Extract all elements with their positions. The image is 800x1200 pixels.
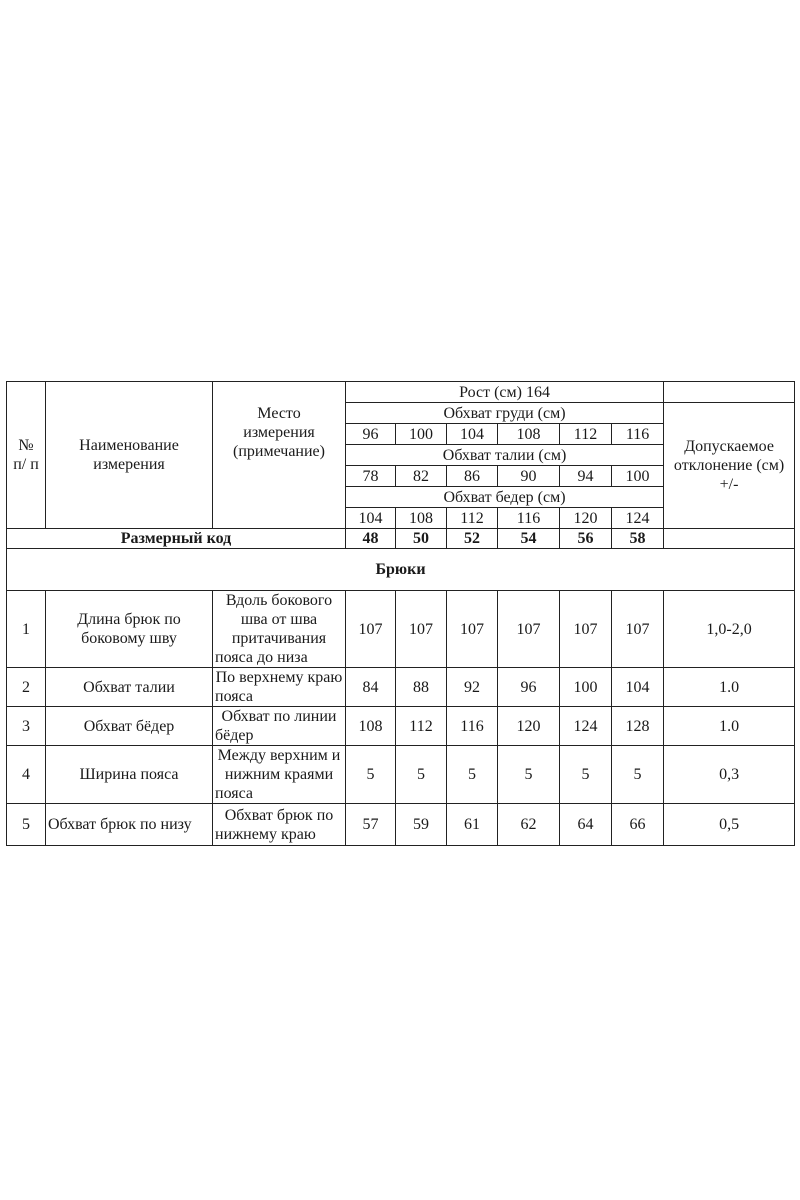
size-code-blank bbox=[664, 529, 795, 549]
table-row bbox=[7, 668, 795, 707]
hips-value: 112 bbox=[447, 508, 498, 529]
row-value: 107 bbox=[346, 591, 396, 668]
row-note: Вдоль бокового шва от шва притачивания пояса до низа bbox=[213, 591, 346, 668]
chest-value: 104 bbox=[447, 424, 498, 445]
row-tolerance: 0,3 bbox=[664, 746, 795, 804]
row-value: 92 bbox=[447, 668, 498, 707]
table-row bbox=[7, 804, 795, 846]
hips-value: 116 bbox=[498, 508, 560, 529]
header-blank-cell bbox=[664, 382, 795, 403]
header-chest-label: Обхват груди (см) bbox=[346, 403, 664, 424]
row-value: 107 bbox=[560, 591, 612, 668]
size-code-value: 56 bbox=[560, 529, 612, 549]
row-name: Обхват брюк по низу bbox=[46, 804, 213, 846]
row-name: Ширина пояса bbox=[46, 746, 213, 804]
hips-value: 108 bbox=[396, 508, 447, 529]
row-value: 84 bbox=[346, 668, 396, 707]
row-value: 107 bbox=[396, 591, 447, 668]
table-row bbox=[7, 707, 795, 746]
row-value: 61 bbox=[447, 804, 498, 846]
row-note: Обхват по линии бёдер bbox=[213, 707, 346, 746]
row-value: 5 bbox=[560, 746, 612, 804]
row-value: 5 bbox=[396, 746, 447, 804]
row-value: 66 bbox=[612, 804, 664, 846]
size-code-value: 58 bbox=[612, 529, 664, 549]
header-number: № п/ п bbox=[7, 382, 46, 529]
row-tolerance: 1,0-2,0 bbox=[664, 591, 795, 668]
row-value: 116 bbox=[447, 707, 498, 746]
size-code-value: 48 bbox=[346, 529, 396, 549]
table-row bbox=[7, 591, 795, 668]
chest-value: 112 bbox=[560, 424, 612, 445]
row-value: 5 bbox=[612, 746, 664, 804]
row-value: 57 bbox=[346, 804, 396, 846]
chest-value: 116 bbox=[612, 424, 664, 445]
row-value: 96 bbox=[498, 668, 560, 707]
size-code-value: 54 bbox=[498, 529, 560, 549]
row-note: Между верхним и нижним краями пояса bbox=[213, 746, 346, 804]
waist-value: 86 bbox=[447, 466, 498, 487]
row-value: 104 bbox=[612, 668, 664, 707]
chest-value: 100 bbox=[396, 424, 447, 445]
row-tolerance: 0,5 bbox=[664, 804, 795, 846]
row-value: 128 bbox=[612, 707, 664, 746]
row-value: 120 bbox=[498, 707, 560, 746]
row-value: 5 bbox=[346, 746, 396, 804]
size-code-value: 50 bbox=[396, 529, 447, 549]
row-value: 100 bbox=[560, 668, 612, 707]
row-tolerance: 1.0 bbox=[664, 707, 795, 746]
row-value: 64 bbox=[560, 804, 612, 846]
row-tolerance: 1.0 bbox=[664, 668, 795, 707]
row-value: 107 bbox=[447, 591, 498, 668]
row-name: Длина брюк по боковому шву bbox=[46, 591, 213, 668]
hips-value: 120 bbox=[560, 508, 612, 529]
waist-value: 90 bbox=[498, 466, 560, 487]
chest-value: 108 bbox=[498, 424, 560, 445]
header-tolerance: Допускаемое отклонение (см) +/- bbox=[664, 403, 795, 529]
row-value: 59 bbox=[396, 804, 447, 846]
hips-value: 124 bbox=[612, 508, 664, 529]
row-note: По верхнему краю пояса bbox=[213, 668, 346, 707]
chest-value: 96 bbox=[346, 424, 396, 445]
row-value: 62 bbox=[498, 804, 560, 846]
row-number: 5 bbox=[7, 804, 46, 846]
header-height: Рост (см) 164 bbox=[346, 382, 664, 403]
row-number: 4 bbox=[7, 746, 46, 804]
row-note: Обхват брюк по нижнему краю bbox=[213, 804, 346, 846]
section-title: Брюки bbox=[7, 549, 795, 591]
table-row bbox=[7, 746, 795, 804]
header-hips-label: Обхват бедер (см) bbox=[346, 487, 664, 508]
row-value: 88 bbox=[396, 668, 447, 707]
row-name: Обхват бёдер bbox=[46, 707, 213, 746]
row-value: 112 bbox=[396, 707, 447, 746]
waist-value: 82 bbox=[396, 466, 447, 487]
size-code-label: Размерный код bbox=[7, 529, 346, 549]
header-waist-label: Обхват талии (см) bbox=[346, 445, 664, 466]
row-value: 5 bbox=[447, 746, 498, 804]
waist-value: 78 bbox=[346, 466, 396, 487]
header-measurement-name: Наименование измерения bbox=[46, 382, 213, 529]
header-measurement-place: Место измерения (примечание) bbox=[213, 382, 346, 529]
row-value: 5 bbox=[498, 746, 560, 804]
row-name: Обхват талии bbox=[46, 668, 213, 707]
row-value: 124 bbox=[560, 707, 612, 746]
hips-value: 104 bbox=[346, 508, 396, 529]
waist-value: 100 bbox=[612, 466, 664, 487]
size-code-value: 52 bbox=[447, 529, 498, 549]
row-number: 3 bbox=[7, 707, 46, 746]
row-value: 107 bbox=[498, 591, 560, 668]
row-value: 108 bbox=[346, 707, 396, 746]
size-chart-table bbox=[6, 381, 795, 846]
row-number: 1 bbox=[7, 591, 46, 668]
waist-value: 94 bbox=[560, 466, 612, 487]
row-value: 107 bbox=[612, 591, 664, 668]
row-number: 2 bbox=[7, 668, 46, 707]
